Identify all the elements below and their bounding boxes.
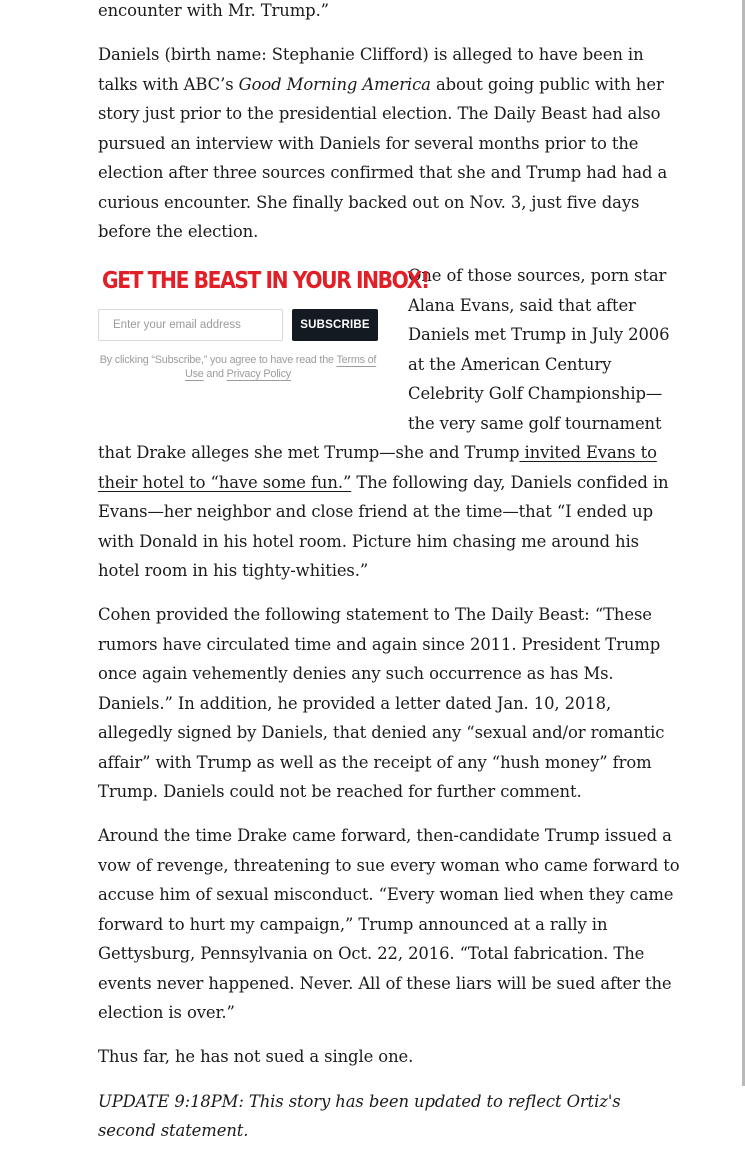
newsletter-title: GET THE BEAST IN YOUR INBOX! xyxy=(102,268,429,295)
newsletter-signup xyxy=(98,267,429,437)
show-title-italic: Good Morning America xyxy=(238,74,431,94)
paragraph-text: about going public with her story just prior to the presidential election. The Daily Beast had also pursued an interview with Daniels for several months prior to the election after three sources confirmed that she and Trump had had a curious encounter. She finally backed out on Nov. 3, just five days before the election. xyxy=(98,74,668,242)
privacy-policy-link[interactable]: Privacy Policy xyxy=(226,368,292,381)
article-paragraph-not-sued: Thus far, he has not sued a single one. xyxy=(98,1047,414,1067)
legal-prefix: By clicking “Subscribe,” you agree to have read the xyxy=(99,354,337,367)
article-paragraph-intro-tail: encounter with Mr. Trump.” xyxy=(98,1,329,20)
paragraph-text: One of those sources, porn star Alana Evans, said that after Daniels met Trump in July 2006 at the American Century Celebrity Golf Championship—the very same golf tournament that Drake alleges she met Trump—she and Trump xyxy=(98,266,670,463)
article-paragraph-revenge: Around the time Drake came forward, then-candidate Trump issued a vow of revenge, threatening to sue every woman who came forward to accuse him of sexual misconduct. “Every woman lied when they came forward to hurt my campaign,” Trump announced at a rally in Gettysburg, Pennsylvania on Oct. 22, 2016. “Total fabrication. The events never happened. Never. All of these liars will be sued after the election is over.” xyxy=(98,826,680,1023)
article-body xyxy=(98,0,683,1160)
legal-and: and xyxy=(203,368,227,381)
terms-of-use-link[interactable]: Terms of Use xyxy=(184,354,377,381)
subscribe-button[interactable]: SUBSCRIBE xyxy=(292,309,378,341)
paragraph-text: The following day, Daniels confided in Evans—her neighbor and close friend at the time—that “I ended up with Donald in his hotel room. Picture him chasing me around his hotel room in his tighty-whities.” xyxy=(98,472,669,581)
paragraph-text: Daniels (birth name: Stephanie Clifford) is alleged to have been in talks with ABC’s xyxy=(98,45,644,94)
newsletter-legal-text xyxy=(98,353,378,381)
article-paragraph-daniels xyxy=(98,40,683,247)
article-update-note: UPDATE 9:18PM: This story has been updated to reflect Ortiz's second statement. xyxy=(98,1091,621,1141)
email-input[interactable] xyxy=(98,309,283,341)
article-paragraph-cohen: Cohen provided the following statement to The Daily Beast: “These rumors have circulated time and again since 2011. President Trump once again vehemently denies any such occurrence as has Ms. Daniels.” In addition, he provided a letter dated Jan. 10, 2018, allegedly signed by Daniels, that denied any “sexual and/or romantic affair” with Trump as well as the receipt of any “hush money” from Trump. Daniels could not be reached for further comment. xyxy=(98,605,665,802)
newsletter-form xyxy=(98,309,388,341)
hotel-invite-link[interactable]: invited Evans to their hotel to “have some fun.” xyxy=(98,443,657,492)
